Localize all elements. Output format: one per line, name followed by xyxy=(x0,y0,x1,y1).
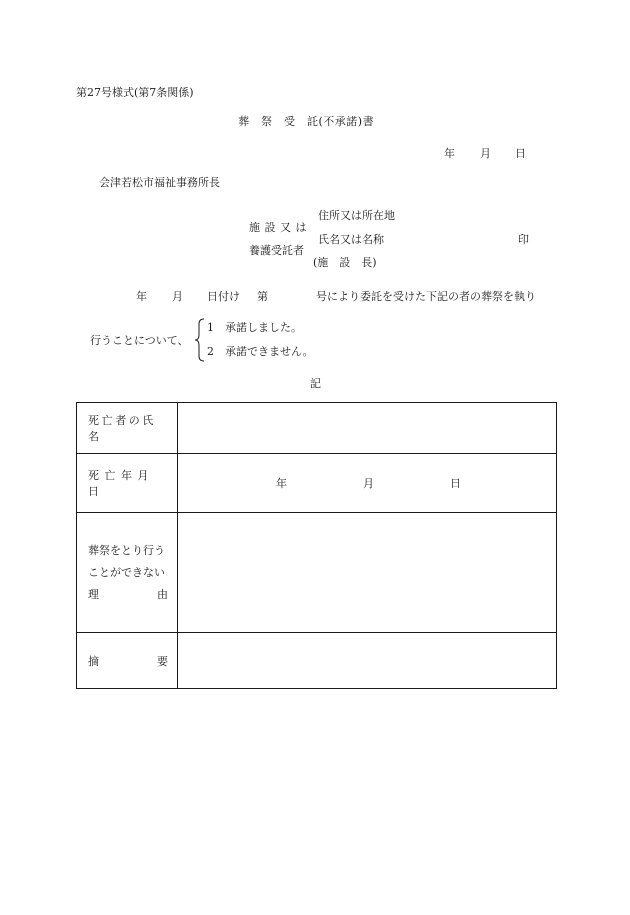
death-date-day: 日 xyxy=(450,477,461,490)
body-day: 日付け xyxy=(207,290,240,303)
deceased-name-label-cell xyxy=(77,403,178,454)
death-date-year: 年 xyxy=(276,477,287,490)
remarks-label-cell xyxy=(77,633,178,689)
reason-label-line2: ことができない xyxy=(88,565,165,579)
body-number-label: 第 xyxy=(257,290,268,303)
death-date-month: 月 xyxy=(363,477,374,490)
remarks-label-char1: 摘 xyxy=(88,654,99,668)
addressee: 会津若松市福祉事務所長 xyxy=(99,176,220,189)
document-title: 葬 祭 受 託(不承諾)書 xyxy=(238,115,375,128)
left-brace-icon xyxy=(194,318,206,362)
option-declined: 2 承諾できません。 xyxy=(207,345,314,358)
name-label: 氏名又は名称 xyxy=(318,233,384,246)
table-row xyxy=(77,633,557,689)
reason-label-cell xyxy=(77,513,178,633)
applicant-label-line1 xyxy=(249,221,311,234)
date-year-label: 年 xyxy=(444,147,455,160)
note-heading: 記 xyxy=(310,377,321,390)
date-day-label: 日 xyxy=(515,147,526,160)
table-row xyxy=(77,513,557,633)
date-month-label: 月 xyxy=(480,147,491,160)
details-table xyxy=(76,402,557,689)
reason-label-char1: 理 xyxy=(88,587,99,601)
seal-mark: 印 xyxy=(518,233,529,246)
death-date-value xyxy=(178,454,557,513)
option-accepted: 1 承諾しました。 xyxy=(207,321,302,334)
remarks-value xyxy=(178,633,557,689)
remarks-label-char2: 要 xyxy=(157,654,168,668)
reason-value xyxy=(178,513,557,633)
death-date-label: 死亡年月日 xyxy=(88,469,154,498)
death-date-label-cell xyxy=(77,454,178,513)
title-label: (施 設 長) xyxy=(313,256,377,269)
applicant-label-line1-text: 施設又は xyxy=(249,221,311,234)
body-text-line2: 行うことについて、 xyxy=(90,334,189,347)
reason-label xyxy=(77,540,177,606)
applicant-label-line2: 養護受託者 xyxy=(249,244,304,257)
table-row xyxy=(77,403,557,454)
address-label: 住所又は所在地 xyxy=(318,209,395,222)
form-number: 第27号様式(第7条関係) xyxy=(76,86,194,99)
body-year: 年 xyxy=(136,290,147,303)
body-text-line1: 号により委託を受けた下記の者の葬祭を執り xyxy=(316,290,536,303)
deceased-name-label: 死亡者の氏名 xyxy=(88,414,156,443)
deceased-name-value xyxy=(178,403,557,454)
reason-label-line1: 葬祭をとり行う xyxy=(88,543,165,557)
reason-label-line3 xyxy=(88,584,168,606)
remarks-label xyxy=(77,653,177,669)
body-month: 月 xyxy=(172,290,183,303)
table-row xyxy=(77,454,557,513)
reason-label-char2: 由 xyxy=(157,587,168,601)
